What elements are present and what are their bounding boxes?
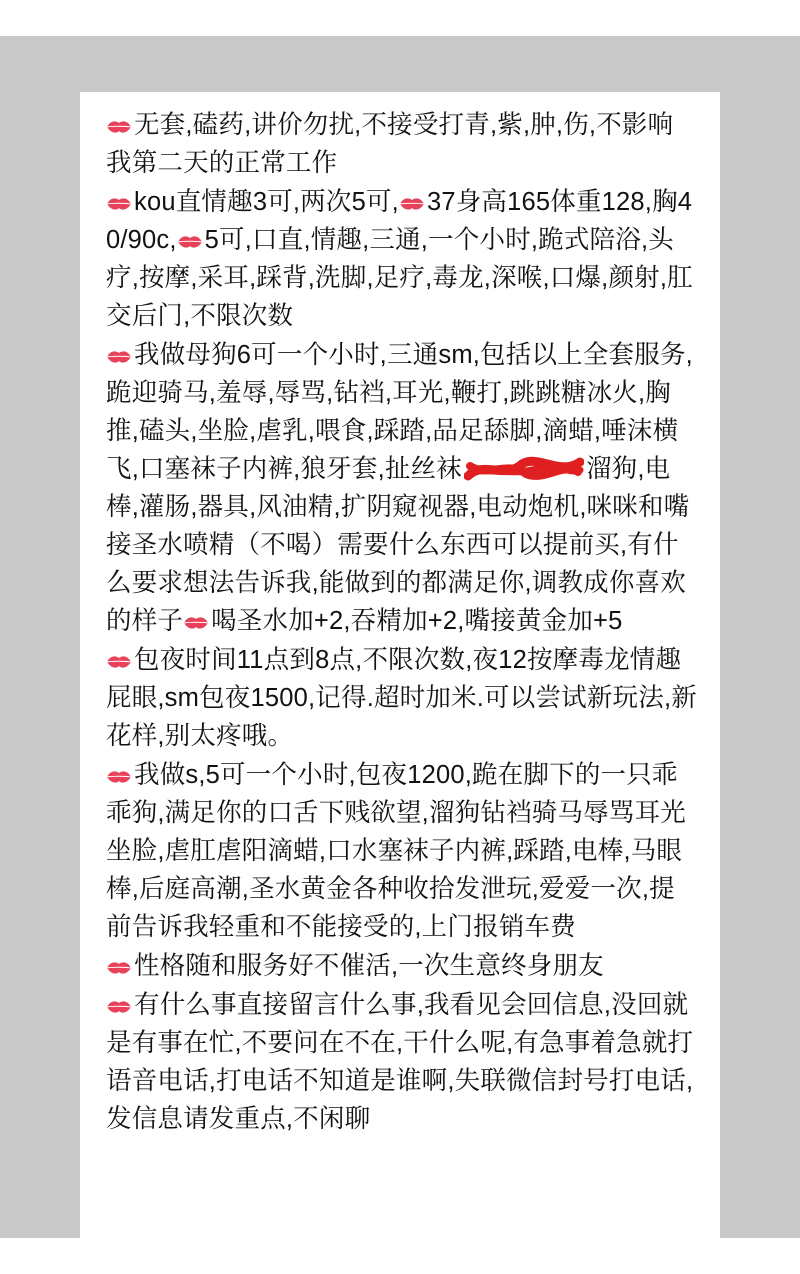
text-sheet <box>80 92 720 1238</box>
paragraph-1 <box>106 106 698 182</box>
lips-icon <box>106 999 132 1015</box>
paragraph-2-text-b: 37身高165体重128,胸40/90c, <box>106 188 693 254</box>
paragraph-7 <box>106 986 698 1138</box>
paragraph-6 <box>106 947 698 985</box>
lips-icon <box>106 196 132 212</box>
paragraph-2-text-a: kou直情趣3可,两次5可, <box>134 188 399 216</box>
lips-icon <box>183 615 209 631</box>
lips-icon <box>106 654 132 670</box>
paragraph-2 <box>106 183 698 335</box>
paragraph-4 <box>106 641 698 755</box>
paragraph-3 <box>106 336 698 640</box>
paragraph-5-text: 我做s,5可一个小时,包夜1200,跪在脚下的一只乖乖狗,满足你的口舌下贱欲望,溜狗钻裆骑马辱骂耳光坐脸,虐肛虐阳滴蜡,口水塞袜子内裤,踩踏,电棒,马眼棒,后庭高潮,圣水黄金各种收拾发泄玩,爱爱一次,提前告诉我轻重和不能接受的,上门报销车费 <box>106 761 686 941</box>
paragraph-2-text-c: 5可,口直,情趣,三通,一个小时,跪式陪浴,头疗,按摩,采耳,踩背,洗脚,足疗,毒龙,深喉,口爆,颜射,肛交后门,不限次数 <box>106 226 693 330</box>
lips-icon <box>106 349 132 365</box>
paragraph-3-text-b: 溜狗,电棒,灌肠,器具,风油精,扩阴窥视器,电动炮机,咪咪和嘴接圣水喷精（不喝）需要什么东西可以提前买,有什么要求想法告诉我,能做到的都满足你,调教成你喜欢的样子 <box>106 455 690 635</box>
lips-icon <box>106 769 132 785</box>
paragraph-3-text-c: 喝圣水加+2,吞精加+2,嘴接黄金加+5 <box>211 607 623 635</box>
paragraph-5 <box>106 756 698 946</box>
paragraph-1-text: 无套,磕药,讲价勿扰,不接受打青,紫,肿,伤,不影响我第二天的正常工作 <box>106 111 674 177</box>
text-content <box>80 92 720 1149</box>
paragraph-6-text: 性格随和服务好不催活,一次生意终身朋友 <box>134 952 604 980</box>
lips-icon <box>106 119 132 135</box>
bottom-margin <box>0 1238 800 1274</box>
redaction-mark <box>464 456 584 482</box>
paragraph-3-text-a: 我做母狗6可一个小时,三通sm,包括以上全套服务,跪迎骑马,羞辱,辱骂,钻裆,耳光,鞭打,跳跳糖冰火,胸推,磕头,坐脸,虐乳,喂食,踩踏,品足舔脚,滴蜡,唾沫横飞,口塞袜子内裤,狼牙套,扯丝袜 <box>106 341 693 483</box>
top-margin <box>0 0 800 36</box>
lips-icon <box>106 960 132 976</box>
paragraph-7-text: 有什么事直接留言什么事,我看见会回信息,没回就是有事在忙,不要问在不在,干什么呢,有急事着急就打语音电话,打电话不知道是谁啊,失联微信封号打电话,发信息请发重点,不闲聊 <box>106 991 694 1133</box>
lips-icon <box>399 196 425 212</box>
paragraph-4-text: 包夜时间11点到8点,不限次数,夜12按摩毒龙情趣屁眼,sm包夜1500,记得.超时加米.可以尝试新玩法,新花样,别太疼哦。 <box>106 646 697 750</box>
lips-icon <box>177 234 203 250</box>
